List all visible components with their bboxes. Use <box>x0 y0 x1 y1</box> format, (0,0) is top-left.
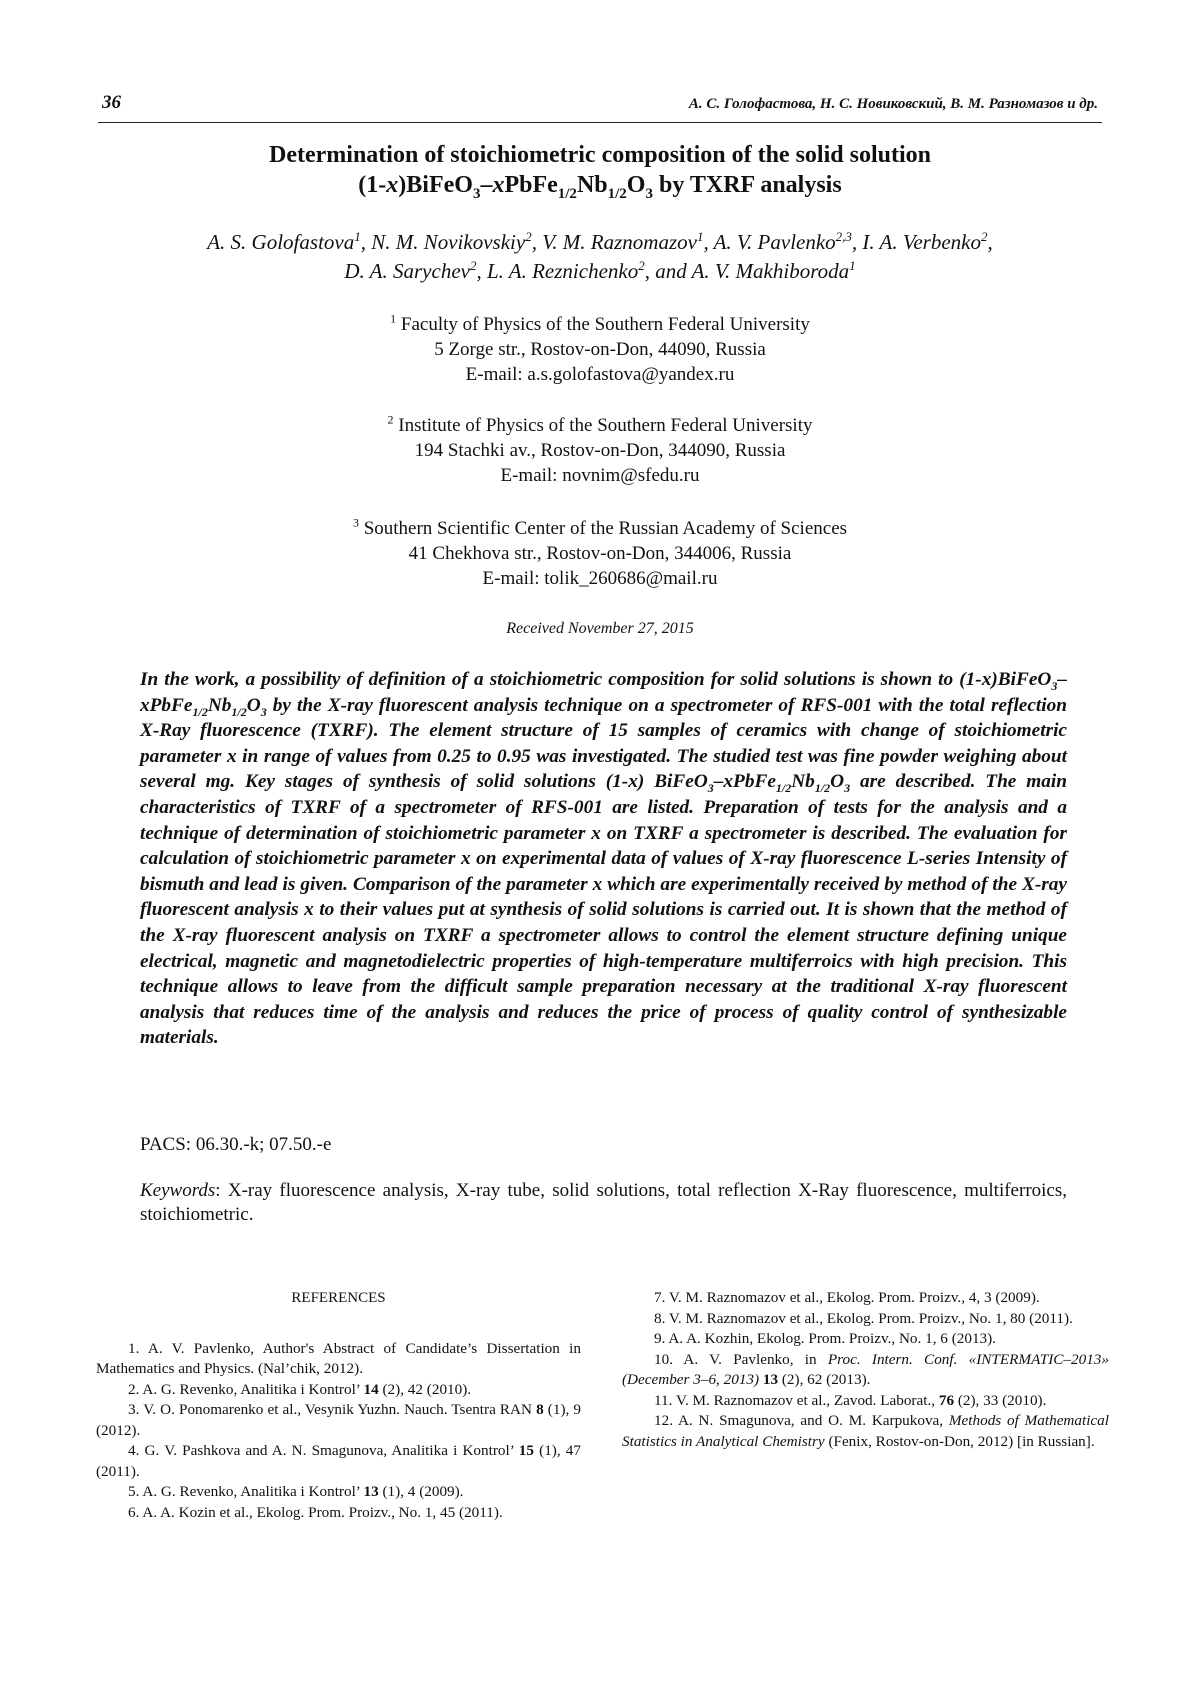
reference-item: 9. A. A. Kozhin, Ekolog. Prom. Proizv., No. 1, 6 (2013). <box>654 1330 996 1347</box>
author: A. S. Golofastova$^1$, <box>207 229 372 254</box>
page-number: 36 <box>102 92 121 113</box>
keywords <box>140 1179 1067 1227</box>
author: D. A. Sarychev$^2$, <box>344 258 487 283</box>
abstract: In the work, a possibility of definition of a stoichiometric composition for solid solutions is shown to $(1-x)BiFeO_3-xPbFe_{1/2}Nb_{1/2}O_3$ by the X-ray fluorescent analysis technique on a spectrometer of RFS-001 with the total reflection X-Ray fluorescence (TXRF). The element structure of 15 samples of ceramics with change of stoichiometric parameter x in range of values from 0.25 to 0.95 was investigated. The studied test was fine powder weighing about several mg. Key stages of synthesis of solid solutions (1-x) $BiFeO_3-xPbFe_{1/2}Nb_{1/2}O_3$ are described. The main characteristics of TXRF of a spectrometer of RFS-001 are listed. Preparation of tests for the analysis and a technique of determination of stoichiometric parameter x on TXRF a spectrometer is described. The evaluation for calculation of stoichiometric parameter x on experimental data of values of X-ray fluorescence L-series Intensity of bismuth and lead is given. Comparison of the parameter x which are experimentally received by method of the X-ray fluorescent analysis x to their values put at synthesis of solid solutions is carried out. It is shown that the method of the X-ray fluorescent analysis on TXRF a spectrometer allows to control the element structure defining unique electrical, magnetic and magnetodielectric properties of high-temperature multiferroics with high precision. This technique allows to leave from the difficult sample preparation necessary at the traditional X-ray fluorescent analysis that reduces time of the analysis and reduces the price of process of quality control of synthesizable materials. <box>140 669 1068 1049</box>
affiliation-email: E-mail: novnim@sfedu.ru <box>500 465 700 486</box>
reference-item: 4. G. V. Pashkova and A. N. Smagunova, Analitika i Kontrol’ 15 (1), 47 (2011). <box>96 1442 581 1480</box>
affiliation-name: Southern Scientific Center of the Russian Academy of Sciences <box>363 518 848 539</box>
running-head <box>98 92 1102 123</box>
affiliation-email: E-mail: a.s.golofastova@yandex.ru <box>465 364 735 385</box>
affiliation-name: Institute of Physics of the Southern Federal University <box>398 415 813 436</box>
affiliation-2: $^2$ Institute of Physics of the Southern Federal University 194 Stachki av., Rostov-on-Don, 344090, Russia E-mail: novnim@sfedu.ru <box>200 413 1000 488</box>
reference-item: 11. V. M. Raznomazov et al., Zavod. Laborat., 76 (2), 33 (2010). <box>654 1391 1047 1409</box>
received-date: Received November 27, 2015 <box>506 620 694 637</box>
keywords-label: Keywords <box>140 1180 216 1201</box>
keywords-text: : X-ray fluorescence analysis, X-ray tube, solid solutions, total reflection X-Ray fluorescence, multiferroics, stoichiometric. <box>140 1180 1067 1225</box>
title-line-1: Determination of stoichiometric composition of the solid solution <box>269 142 931 168</box>
affiliation-name: Faculty of Physics of the Southern Federal University <box>400 314 810 335</box>
affiliation-address: 41 Chekhova str., Rostov-on-Don, 344006, Russia <box>408 543 792 564</box>
reference-item: 10. A. V. Pavlenko, in Proc. Intern. Conf. «INTERMATIC–2013» (December 3–6, 2013) 13 (2), 62 (2013). <box>622 1350 1109 1388</box>
affiliation-address: 194 Stachki av., Rostov-on-Don, 344090, Russia <box>414 440 786 461</box>
reference-item: 12. A. N. Smagunova, and O. M. Karpukova, Methods of Mathematical Statistics in Analytical Chemistry (Fenix, Rostov-on-Don, 2012) [in Russian]. <box>622 1412 1109 1450</box>
author: A. V. Makhiboroda$^1$ <box>691 258 856 283</box>
reference-item: 6. A. A. Kozin et al., Ekolog. Prom. Proizv., No. 1, 45 (2011). <box>128 1503 503 1521</box>
affiliation-email: E-mail: tolik_260686@mail.ru <box>482 568 718 589</box>
pacs-codes: PACS: 06.30.-k; 07.50.-e <box>140 1134 332 1155</box>
reference-item: 1. A. V. Pavlenko, Author's Abstract of Candidate’s Dissertation in Mathematics and Physics. (Nal’chik, 2012). <box>96 1339 581 1377</box>
references-column-left <box>96 1288 581 1523</box>
author: N. M. Novikovskiy$^2$, <box>371 229 543 254</box>
author: I. A. Verbenko$^2$, <box>862 229 993 254</box>
affiliation-address: 5 Zorge str., Rostov-on-Don, 44090, Russia <box>434 339 766 360</box>
affiliation-1: $^1$ Faculty of Physics of the Southern Federal University 5 Zorge str., Rostov-on-Don, 44090, Russia E-mail: a.s.golofastova@yandex.ru <box>200 312 1000 387</box>
references-heading: REFERENCES <box>291 1290 386 1306</box>
reference-item: 8. V. M. Raznomazov et al., Ekolog. Prom. Proizv., No. 1, 80 (2011). <box>654 1309 1073 1327</box>
author: L. A. Reznichenko$^2$, and <box>486 258 692 283</box>
author-list <box>120 228 1080 286</box>
running-head-authors: А. С. Голофастова, Н. С. Новиковский, В. М. Разномазов и др. <box>688 96 1098 112</box>
reference-item: 7. V. M. Raznomazov et al., Ekolog. Prom. Proizv., 4, 3 (2009). <box>654 1289 1040 1306</box>
author: V. M. Raznomazov$^1$, <box>542 229 714 254</box>
reference-item: 2. A. G. Revenko, Analitika i Kontrol’ 14 (2), 42 (2010). <box>128 1380 472 1398</box>
author: A. V. Pavlenko$^{2,3}$, <box>713 229 863 254</box>
references-column-right <box>622 1288 1109 1452</box>
affiliation-3: $^3$ Southern Scientific Center of the Russian Academy of Sciences 41 Chekhova str., Rostov-on-Don, 344006, Russia E-mail: tolik_260686@mail.ru <box>200 516 1000 591</box>
reference-item: 5. A. G. Revenko, Analitika i Kontrol’ 13 (1), 4 (2009). <box>128 1483 464 1500</box>
title-line-2: $(1-x)BiFeO_3-xPbFe_{1/2}Nb_{1/2}O_3$ by TXRF analysis <box>358 172 842 202</box>
reference-item: 3. V. O. Ponomarenko et al., Vesynik Yuzhn. Nauch. Tsentra RAN 8 (1), 9 (2012). <box>96 1401 581 1439</box>
paper-title <box>130 140 1070 200</box>
